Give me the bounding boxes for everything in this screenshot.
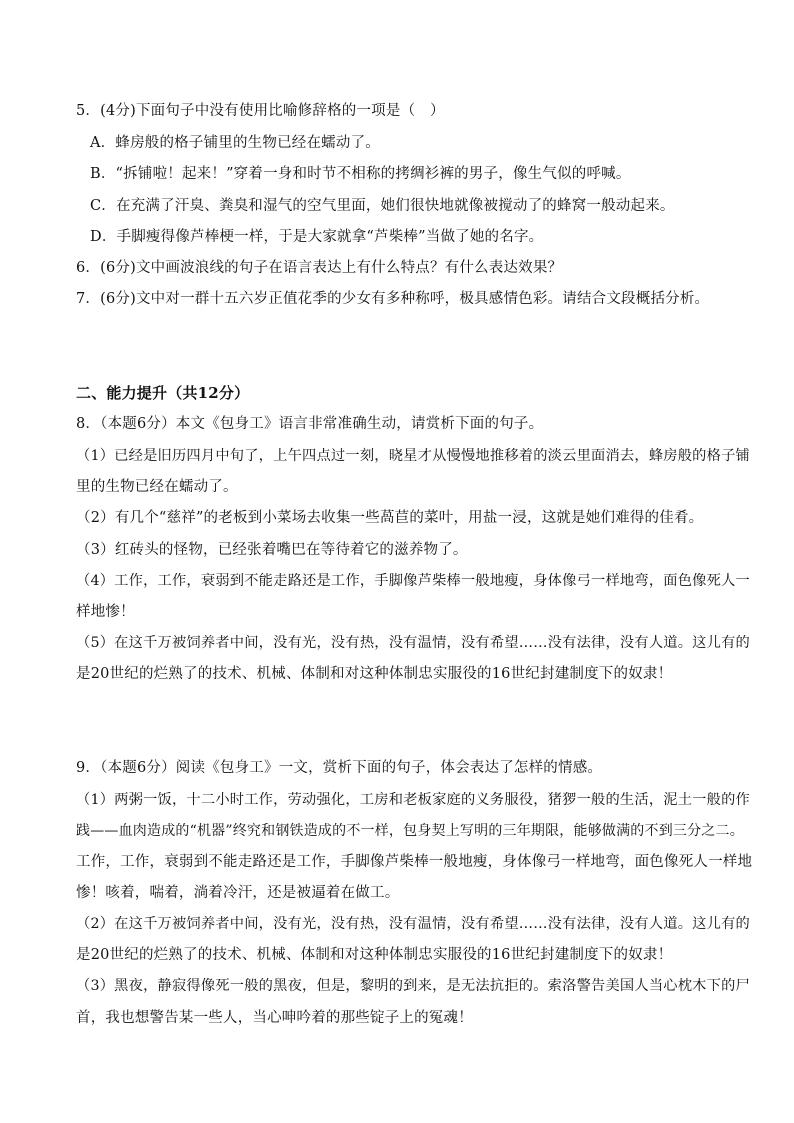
- q8-line-6: 样地惨！: [76, 604, 135, 620]
- q8-line-5: （4）工作，工作，衰弱到不能走路还是工作，手脚像芦柴棒一般地瘦，身体像弓一样地弯，面色像死人一: [76, 573, 750, 589]
- q7-stem: 7．(6分)文中对一群十五六岁正值花季的少女有多种称呼，极具感情色彩。请结合文段概括分析。: [76, 291, 710, 307]
- q9-line-5: （2）在这千万被饲养者中间，没有光，没有热，没有温情，没有希望……没有法律，没有人道。这儿有的: [76, 916, 750, 932]
- q5-option-a: A．蜂房般的格子铺里的生物已经在蠕动了。: [90, 135, 380, 151]
- q5-option-d: D．手脚瘦得像芦棒梗一样，于是大家就拿“芦柴棒”当做了她的名字。: [90, 229, 544, 245]
- q5-stem: 5．(4分)下面句子中没有使用比喻修辞格的一项是（ ）: [76, 103, 445, 119]
- q9-line-3: 工作，工作，衰弱到不能走路还是工作，手脚像芦柴棒一般地瘦，身体像弓一样地弯，面色像死人一样地: [76, 854, 753, 870]
- q9-line-4: 惨！咳着，喘着，淌着冷汗，还是被逼着在做工。: [76, 885, 400, 901]
- q5-option-b: B．“拆铺啦！起来！”穿着一身和时节不相称的拷绸衫裤的男子，像生气似的呼喊。: [90, 166, 631, 182]
- q9-line-2: 践——血肉造成的“机器”终究和钢铁造成的不一样，包身契上写明的三年期限，能够做满的不到三分之二。: [76, 823, 744, 839]
- q8-line-1: （1）已经是旧历四月中旬了，上午四点过一刻，晓星才从慢慢地推移着的淡云里面消去，蜂房般的格子铺: [76, 448, 750, 464]
- q8-stem: 8．（本题6分）本文《包身工》语言非常准确生动，请赏析下面的句子。: [76, 416, 544, 432]
- q9-line-7: （3）黑夜，静寂得像死一般的黑夜，但是，黎明的到来，是无法抗拒的。索洛警告美国人当心枕木下的尸: [76, 978, 750, 994]
- q8-line-7: （5）在这千万被饲养者中间，没有光，没有热，没有温情，没有希望……没有法律，没有人道。这儿有的: [76, 635, 750, 651]
- q9-stem: 9．（本题6分）阅读《包身工》一文，赏析下面的句子，体会表达了怎样的情感。: [76, 760, 603, 776]
- q8-line-4: （3）红砖头的怪物，已经张着嘴巴在等待着它的滋养物了。: [76, 542, 468, 558]
- q8-line-2: 里的生物已经在蠕动了。: [76, 479, 238, 495]
- q6-stem: 6．(6分)文中画波浪线的句子在语言表达上有什么特点？有什么表达效果？: [76, 260, 563, 276]
- q5-option-c: C．在充满了汗臭、粪臭和湿气的空气里面，她们很快地就像被搅动了的蜂窝一般动起来。: [90, 198, 675, 214]
- q9-line-1: （1）两粥一饭，十二小时工作，劳动强化，工房和老板家庭的义务服役，猪猡一般的生活，泥土一般的作: [76, 792, 750, 808]
- q8-line-3: （2）有几个“慈祥”的老板到小菜场去收集一些萵苣的菜叶，用盐一浸，这就是她们难得的佳肴。: [76, 510, 704, 526]
- q9-line-6: 是20世纪的烂熟了的技术、机械、体制和对这种体制忠实服役的16世纪封建制度下的奴隶！: [76, 947, 673, 963]
- section-2-title: 二、能力提升（共12分）: [76, 384, 250, 402]
- q9-line-8: 首，我也想警告某一些人，当心呻吟着的那些锭子上的冤魂！: [76, 1010, 473, 1026]
- q8-line-8: 是20世纪的烂熟了的技术、机械、体制和对这种体制忠实服役的16世纪封建制度下的奴隶！: [76, 666, 673, 682]
